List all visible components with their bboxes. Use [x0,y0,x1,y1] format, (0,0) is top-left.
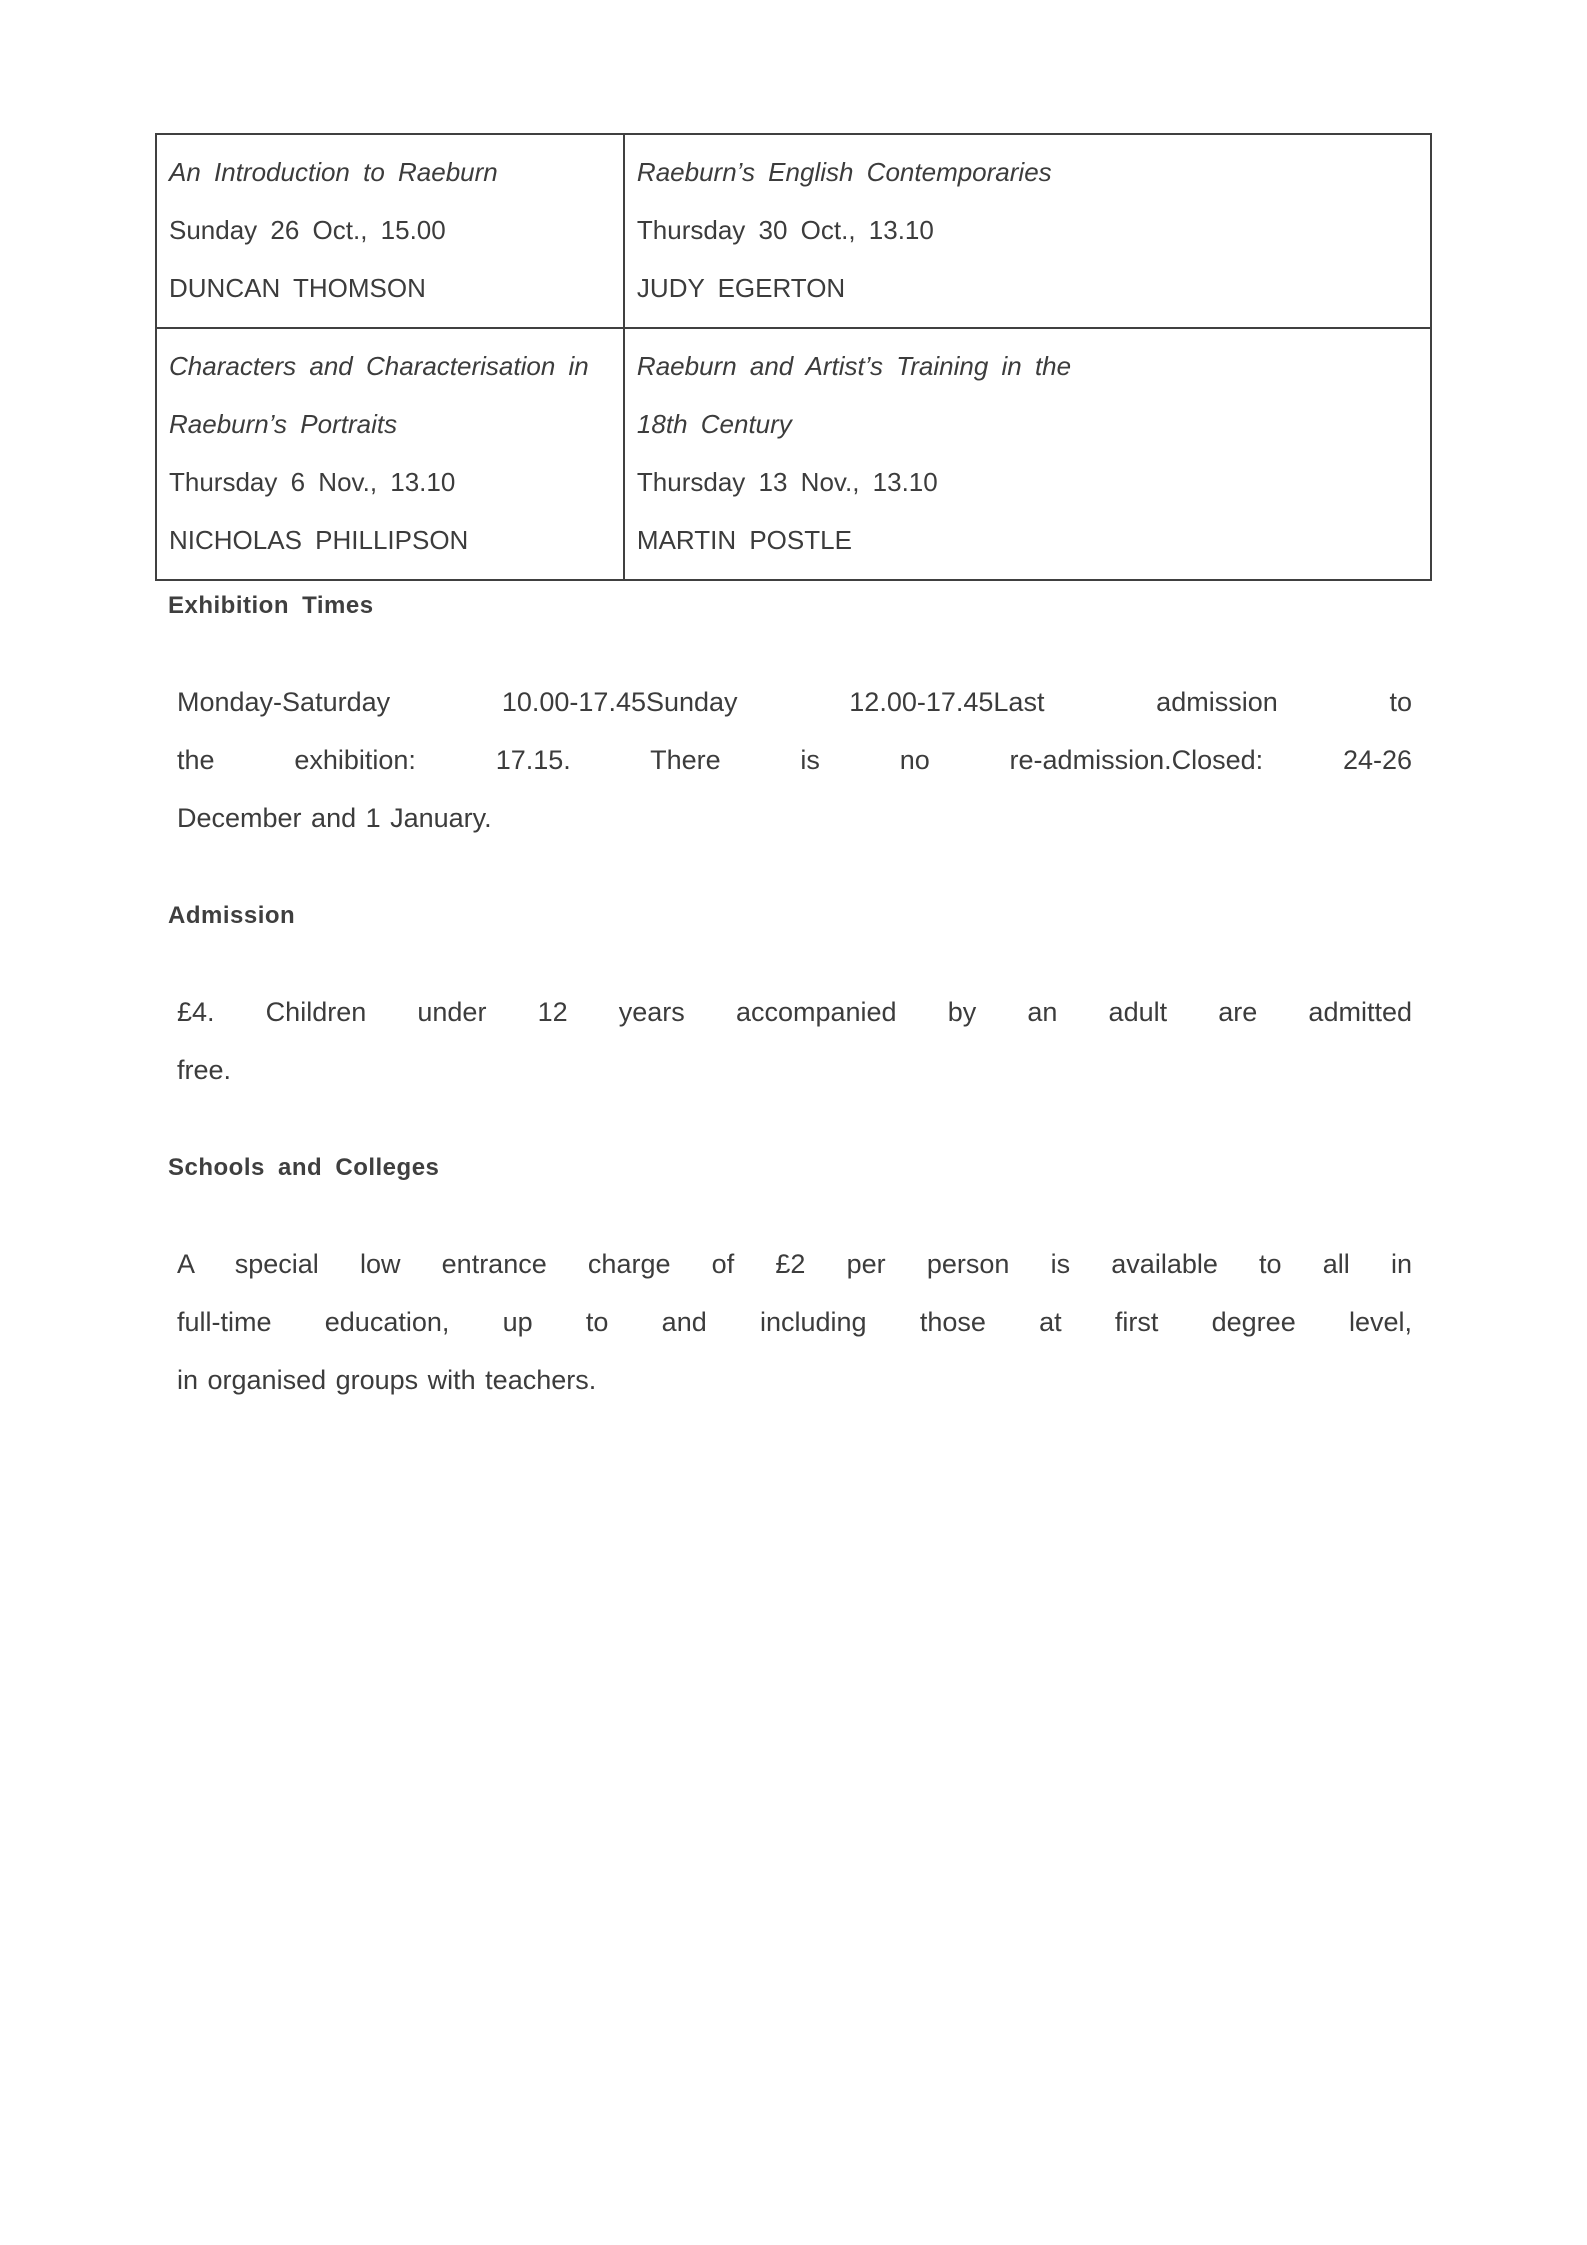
schools-and-colleges-body [177,1235,1412,1409]
lecture-datetime: Thursday 30 Oct., 13.10 [636,215,934,245]
text-line: Monday-Saturday 10.00-17.45Sunday 12.00-17.45Last admission to [177,687,1412,717]
lecture-speaker: MARTIN POSTLE [636,525,852,555]
lecture-title-line: An Introduction to Raeburn [169,157,498,187]
lecture-table-row [156,328,1431,580]
admission-body [177,983,1412,1099]
section-admission [155,901,1432,1099]
lecture-table-body [156,134,1431,580]
lecture-schedule-table [155,133,1432,581]
lecture-title-line: Characters and Characterisation in [169,351,589,381]
text-line: the exhibition: 17.15. There is no re-admission.Closed: 24-26 [177,745,1412,775]
text-line: full-time education, up to and including those at first degree level, [177,1307,1412,1337]
lecture-datetime: Thursday 13 Nov., 13.10 [636,467,938,497]
section-exhibition-times [155,591,1432,847]
lecture-title [637,337,1416,453]
section-schools-and-colleges [155,1153,1432,1409]
lecture-cell [156,328,624,580]
text-line: December and 1 January. [177,803,492,833]
lecture-title-line: Raeburn’s English Contemporaries [636,157,1052,187]
schools-and-colleges-heading: Schools and Colleges [168,1154,440,1181]
admission-heading: Admission [168,902,296,929]
lecture-speaker: JUDY EGERTON [636,273,846,303]
lecture-title-line: Raeburn’s Portraits [169,409,398,439]
lecture-title [637,143,1416,201]
text-line: £4. Children under 12 years accompanied by an adult are admitted [177,997,1412,1027]
lecture-datetime: Sunday 26 Oct., 15.00 [169,215,446,245]
lecture-speaker: DUNCAN THOMSON [169,273,426,303]
lecture-cell [156,134,624,328]
lecture-cell [624,134,1431,328]
text-line: free. [177,1055,232,1085]
text-line: A special low entrance charge of £2 per person is available to all in [177,1249,1412,1279]
lecture-title-line: Raeburn and Artist’s Training in the [636,351,1072,381]
lecture-title [169,143,609,201]
text-line: in organised groups with teachers. [177,1365,597,1395]
lecture-speaker: NICHOLAS PHILLIPSON [169,525,469,555]
lecture-cell [624,328,1431,580]
lecture-title-line: 18th Century [636,409,792,439]
lecture-title [169,337,609,453]
exhibition-times-body [177,673,1412,847]
exhibition-times-heading: Exhibition Times [168,592,374,619]
lecture-datetime: Thursday 6 Nov., 13.10 [169,467,456,497]
lecture-table-row [156,134,1431,328]
